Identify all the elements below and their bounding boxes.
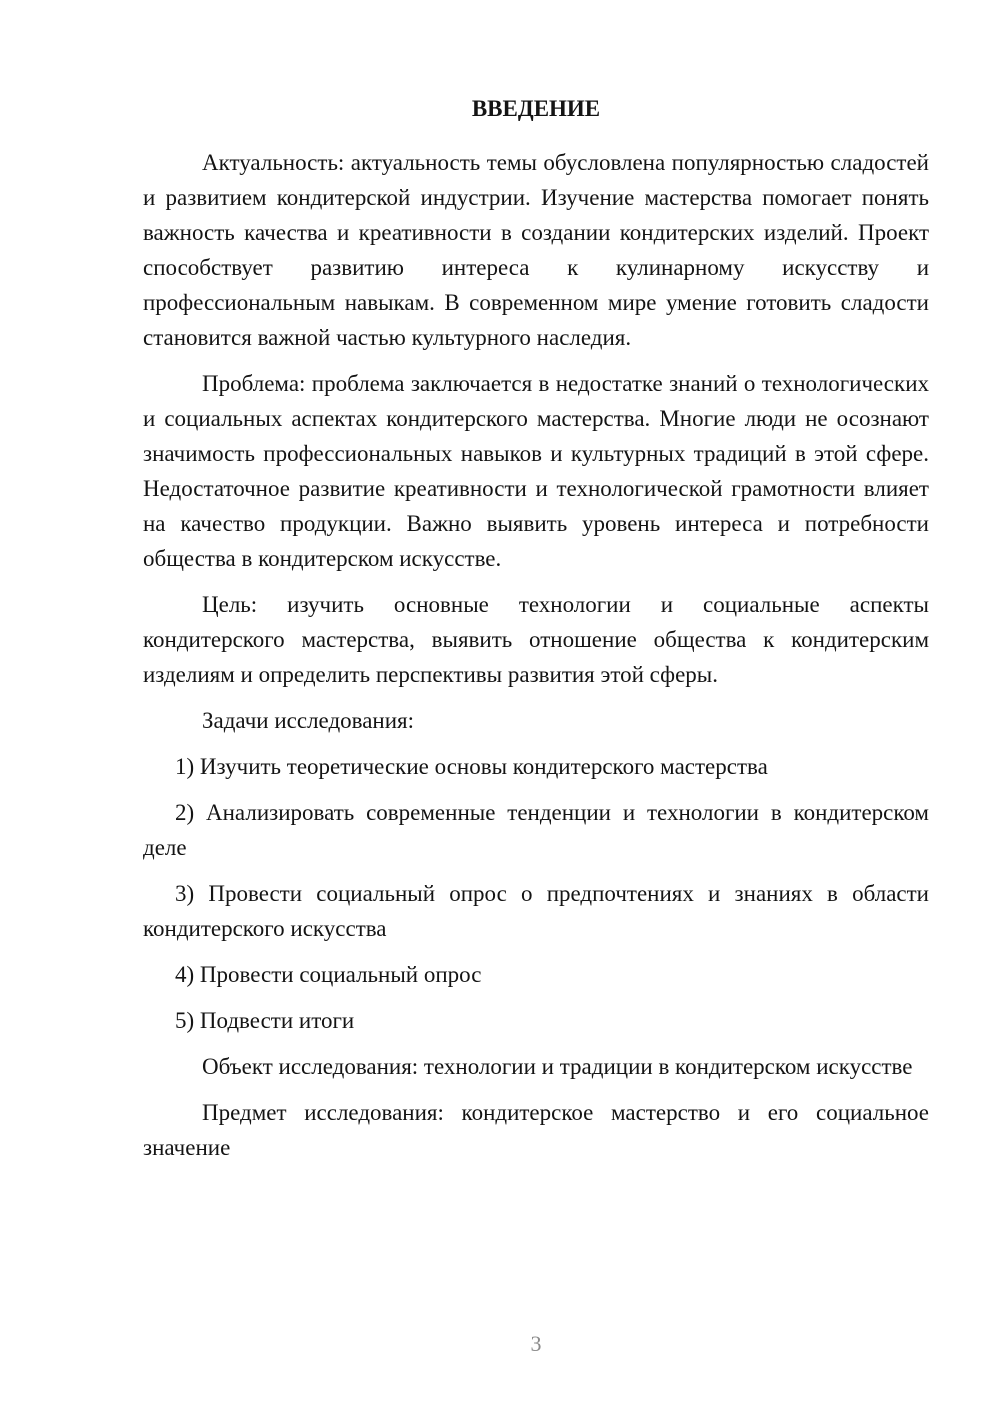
task-item-1: 1) Изучить теоретические основы кондитерского мастерства [175,754,768,779]
goal-paragraph: Цель: изучить основные технологии и социальные аспекты кондитерского мастерства, выявить отношение общества к кондитерским изделиям и определить перспективы развития этой сферы. [143,592,929,687]
task-item-2: 2) Анализировать современные тенденции и технологии в кондитерском деле [143,800,929,860]
page-title: ВВЕДЕНИЕ [471,96,601,121]
tasks-heading: Задачи исследования: [202,708,415,733]
task-item-4: 4) Провести социальный опрос [175,962,482,987]
problem-paragraph: Проблема: проблема заключается в недостатке знаний о технологических и социальных аспектах кондитерского мастерства. Многие люди не осознают значимость профессиональных навыков и культурных традиций в этой сфере. Недостаточное развитие креативности и технологической грамотности влияет на качество продукции. Важно выявить уровень интереса и потребности общества в кондитерском искусстве. [143,371,929,571]
task-item-3: 3) Провести социальный опрос о предпочтениях и знаниях в области кондитерского искусства [143,881,929,941]
task-item-5: 5) Подвести итоги [175,1008,355,1033]
relevance-paragraph: Актуальность: актуальность темы обусловлена популярностью сладостей и развитием кондитерской индустрии. Изучение мастерства помогает понять важность качества и креативности в создании кондитерских изделий. Проект способствует развитию интереса к кулинарному искусству и профессиональным навыкам. В современном мире умение готовить сладости становится важной частью культурного наследия. [143,150,929,350]
page-number: 3 [530,1331,542,1356]
object-paragraph: Объект исследования: технологии и традиции в кондитерском искусстве [202,1054,913,1079]
document-page [143,92,929,1176]
subject-paragraph: Предмет исследования: кондитерское мастерство и его социальное значение [143,1100,929,1160]
